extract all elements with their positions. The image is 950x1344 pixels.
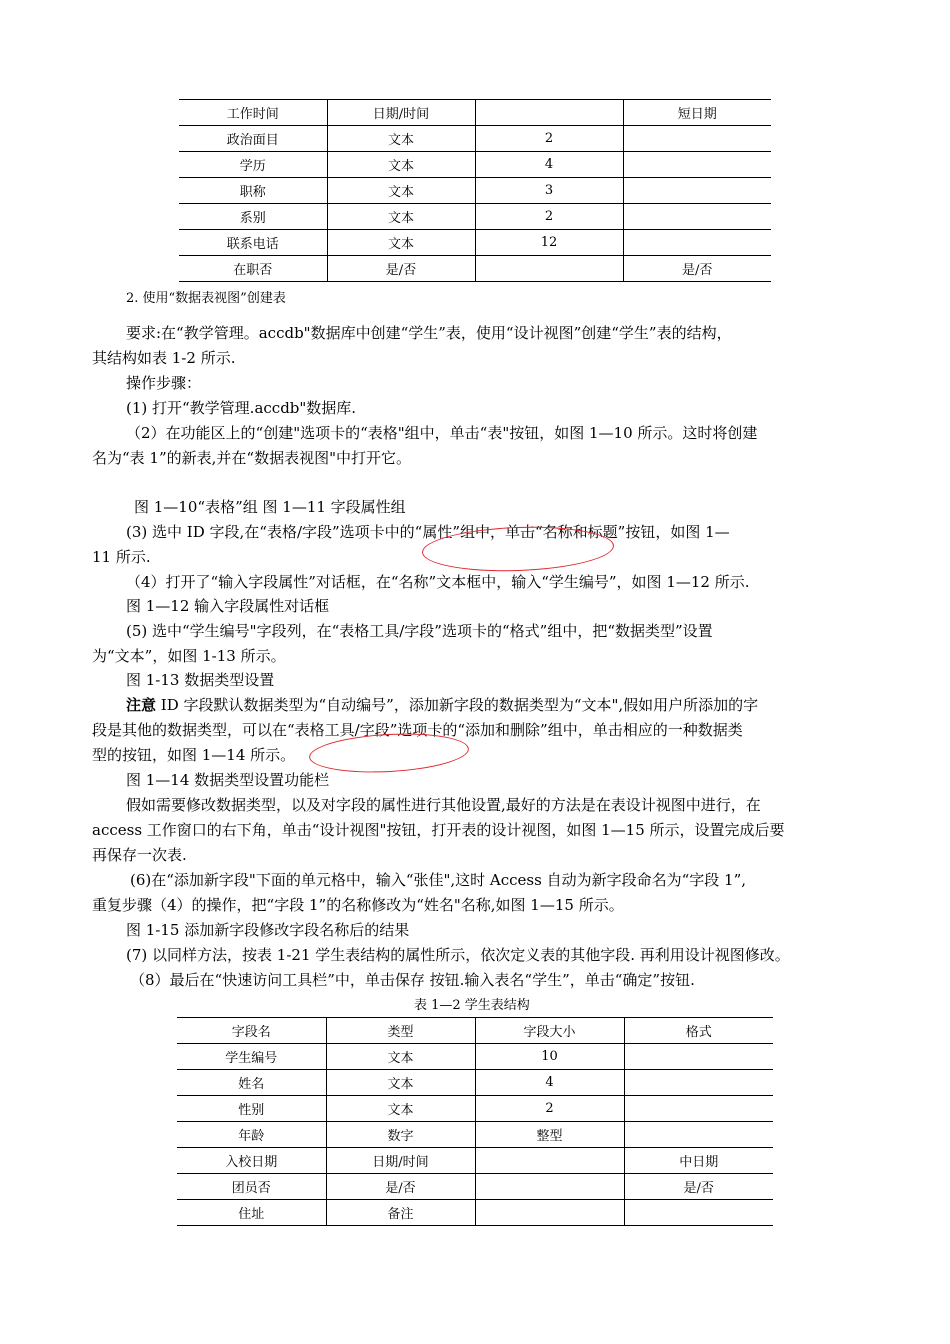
table-cell: 住址	[177, 1200, 326, 1226]
table-row	[179, 126, 771, 152]
table-cell: 入校日期	[177, 1148, 326, 1174]
table-cell: 文本	[327, 204, 475, 230]
step-1: (1) 打开“教学管理.accdb"数据库.	[126, 399, 357, 417]
table-cell: 年龄	[177, 1122, 326, 1148]
figure-caption-1-14: 图 1—14 数据类型设置功能栏	[126, 771, 330, 789]
table-cell: 日期/时间	[327, 100, 475, 126]
table-row	[177, 1200, 773, 1226]
table-cell	[624, 1122, 773, 1148]
step-3-line-1: (3) 选中 ID 字段,在“表格/字段”选项卡中的“属性”组中，单击“名称和标题”按钮，如图 1—	[126, 523, 730, 541]
section-heading: 2. 使用“数据表视图”创建表	[126, 291, 286, 306]
table-cell: 格式	[624, 1018, 773, 1044]
student-table-structure	[177, 1017, 773, 1226]
table-cell: 日期/时间	[326, 1148, 475, 1174]
table-cell: 文本	[326, 1044, 475, 1070]
table-cell	[624, 1044, 773, 1070]
table-cell: 数字	[326, 1122, 475, 1148]
step-5-line-2: 为“文本”，如图 1-13 所示。	[92, 647, 286, 665]
table-row	[177, 1044, 773, 1070]
table-row	[179, 178, 771, 204]
table-cell: 3	[475, 178, 623, 204]
table-cell: 学历	[179, 152, 327, 178]
modify-line-2: access 工作窗口的右下角，单击“设计视图"按钮，打开表的设计视图，如图 1—15 所示，设置完成后要	[92, 821, 785, 839]
modify-line-1: 假如需要修改数据类型，以及对字段的属性进行其他设置,最好的方法是在表设计视图中进行，在	[126, 796, 761, 814]
table-row	[177, 1070, 773, 1096]
table-row	[177, 1018, 773, 1044]
figure-caption-1-15: 图 1-15 添加新字段修改字段名称后的结果	[126, 921, 410, 939]
table-cell: 学生编号	[177, 1044, 326, 1070]
requirement-line-1: 要求:在“教学管理。accdb"数据库中创建“学生”表，使用“设计视图”创建“学生”表的结构，	[126, 324, 732, 342]
table-row	[179, 100, 771, 126]
table-cell: 系别	[179, 204, 327, 230]
figure-caption-1-12: 图 1—12 输入字段属性对话框	[126, 597, 330, 615]
table-cell	[475, 100, 623, 126]
table-cell: 姓名	[177, 1070, 326, 1096]
table-cell	[624, 1070, 773, 1096]
table-row	[177, 1122, 773, 1148]
table-cell: 字段名	[177, 1018, 326, 1044]
table-cell: 文本	[327, 126, 475, 152]
table-cell: 工作时间	[179, 100, 327, 126]
table-cell: 字段大小	[475, 1018, 624, 1044]
table-cell: 整型	[475, 1122, 624, 1148]
table-cell	[475, 256, 623, 282]
table-cell	[623, 152, 771, 178]
table-cell: 文本	[326, 1070, 475, 1096]
table-row	[179, 230, 771, 256]
table-cell: 是/否	[623, 256, 771, 282]
table-row	[177, 1174, 773, 1200]
teacher-table-continued	[179, 99, 771, 282]
table-cell	[623, 230, 771, 256]
step-4: （4）打开了“输入字段属性”对话框，在“名称”文本框中，输入“学生编号”，如图 1—12 所示.	[126, 573, 750, 591]
table-cell: 类型	[326, 1018, 475, 1044]
table-cell: 中日期	[624, 1148, 773, 1174]
note-line-2: 段是其他的数据类型，可以在“表格工具/字段”选项卡的“添加和删除”组中，单击相应的一种数据类	[92, 721, 743, 739]
note-line-3: 型的按钮，如图 1—14 所示。	[92, 746, 296, 764]
step-5-line-1: (5) 选中“学生编号"字段列，在“表格工具/字段”选项卡的“格式”组中，把“数据类型”设置	[126, 622, 713, 640]
step-3-line-2: 11 所示.	[92, 548, 151, 566]
table-cell: 在职否	[179, 256, 327, 282]
modify-line-3: 再保存一次表.	[92, 846, 187, 864]
table-caption: 表 1—2 学生表结构	[414, 998, 530, 1013]
note-text-1: ID 字段默认数据类型为“自动编号”，添加新字段的数据类型为“文本",假如用户所添加的字	[156, 696, 759, 714]
table-cell: 职称	[179, 178, 327, 204]
table-row	[179, 256, 771, 282]
table-cell: 是/否	[327, 256, 475, 282]
requirement-line-2: 其结构如表 1-2 所示.	[92, 349, 236, 367]
table-cell: 2	[475, 204, 623, 230]
figure-caption-1-10: 图 1—10“表格”组 图 1—11 字段属性组	[134, 498, 406, 516]
table-cell: 是/否	[624, 1174, 773, 1200]
table-cell: 联系电话	[179, 230, 327, 256]
table-cell	[624, 1200, 773, 1226]
table-row	[177, 1148, 773, 1174]
table-row	[177, 1096, 773, 1122]
table-row	[179, 204, 771, 230]
step-2-line-2: 名为“表 1”的新表,并在“数据表视图"中打开它。	[92, 449, 411, 467]
table-cell: 文本	[327, 230, 475, 256]
table-cell	[475, 1174, 624, 1200]
figure-caption-1-13: 图 1-13 数据类型设置	[126, 671, 275, 689]
step-8: （8）最后在“快速访问工具栏”中，单击保存 按钮.输入表名“学生”，单击“确定”按钮.	[130, 971, 695, 989]
table-row	[179, 152, 771, 178]
table-cell: 12	[475, 230, 623, 256]
table-cell: 备注	[326, 1200, 475, 1226]
note-line-1	[126, 695, 758, 715]
table-cell: 4	[475, 1070, 624, 1096]
table-cell: 团员否	[177, 1174, 326, 1200]
table-cell: 是/否	[326, 1174, 475, 1200]
table-cell: 政治面目	[179, 126, 327, 152]
step-6-line-1: (6)在“添加新字段"下面的单元格中，输入“张佳",这时 Access 自动为新字段命名为“字段 1”,	[130, 871, 747, 889]
step-7: (7) 以同样方法，按表 1-21 学生表结构的属性所示，依次定义表的其他字段. 再利用设计视图修改。	[126, 946, 790, 964]
table-cell: 2	[475, 1096, 624, 1122]
table-cell: 10	[475, 1044, 624, 1070]
table-cell: 文本	[327, 178, 475, 204]
table-cell: 性别	[177, 1096, 326, 1122]
table-cell	[475, 1200, 624, 1226]
table-cell	[623, 204, 771, 230]
table-cell: 文本	[327, 152, 475, 178]
step-6-line-2: 重复步骤（4）的操作，把“字段 1”的名称修改为“姓名"名称,如图 1—15 所示。	[92, 896, 624, 914]
table-cell	[475, 1148, 624, 1174]
table-cell	[624, 1096, 773, 1122]
note-label: 注意	[126, 696, 157, 714]
table-cell	[623, 126, 771, 152]
table-cell: 2	[475, 126, 623, 152]
step-2-line-1: （2）在功能区上的“创建"选项卡的“表格"组中，单击“表"按钮，如图 1—10 所示。这时将创建	[126, 424, 758, 442]
table-cell: 短日期	[623, 100, 771, 126]
table-cell	[623, 178, 771, 204]
table-cell: 4	[475, 152, 623, 178]
table-cell: 文本	[326, 1096, 475, 1122]
operation-steps-label: 操作步骤：	[126, 374, 202, 392]
